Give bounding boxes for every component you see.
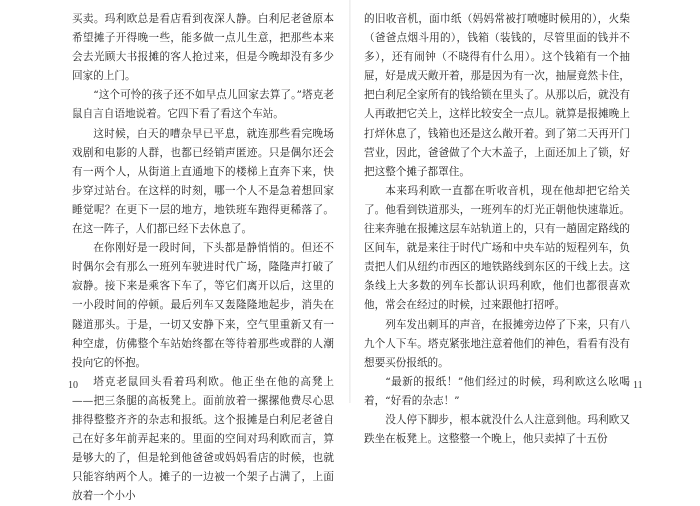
paragraph: 塔克老鼠回头看着玛利欧。他正坐在他的高凳上——把三条腿的高板凳上。面前放着一摞摞他费尽心思排得整整齐齐的杂志和报纸。这个报摊是白利尼老爸自己在好多年前弄起来的。里面的空间对玛利欧而言，算是够大的了，但是轮到他爸爸或妈妈看店的时候，也就只能容纳两个人。摊子的一边被一个架子占满了，上面放着一个小小 bbox=[72, 375, 334, 503]
paragraph: “这个可怜的孩子还不如早点儿回家去算了。”塔克老鼠自言自语地说着。它四下看了看这个车站。 bbox=[72, 89, 334, 121]
page-number-left: 10 bbox=[68, 380, 78, 391]
right-page bbox=[350, 0, 700, 446]
right-page-text bbox=[364, 10, 630, 449]
paragraph: 这时候，白天的嘈杂早已平息，就连那些看完晚场戏剧和电影的人群，也都已经销声匿迹。只是偶尔还会有一两个人，从街道上直通地下的楼梯上直奔下来，快步穿过站台。在这样的时刻，哪一个人不是急着想回家睡觉呢？在更下一层的地方，地铁班车跑得更稀落了。在这一阵子，人们都已经下去休息了。 bbox=[72, 127, 334, 236]
paragraph: 没人停下脚步，根本就没什么人注意到他。玛利欧又跌坐在板凳上。这整整一个晚上，他只卖掉了十五份 bbox=[364, 413, 630, 446]
paragraph: 列车发出刺耳的声音，在报摊旁边停了下来，只有八九个人下车。塔克紧张地注意着他们的神色，看看有没有想要买份报纸的。 bbox=[364, 318, 630, 369]
paragraph: “最新的报纸！”他们经过的时候，玛利欧这么吆喝着，“好看的杂志！” bbox=[364, 375, 630, 407]
paragraph: 在你刚好是一段时间，下头都是静悄悄的。但还不时偶尔会有那么一班列车驶进时代广场，隆隆声打破了寂静。接下来是乘客下车了，等它们离开以后，这里的一小段时间的停顿。最后列车又轰隆隆地起步，消失在隧道那头。于是，一切又安静下来，空气里重新又有一种空虚，仿佛整个车站始终都在等待着那些或群的人潮投向它的怀抱。 bbox=[72, 242, 334, 369]
left-page bbox=[0, 0, 350, 503]
paragraph: 本来玛利欧一直都在听收音机，现在他却把它给关了。他看到铁道那头，一班列车的灯光正朝他快速靠近。往来奔驰在报摊这层车站轨道上的，只有一趟固定路线的区间车，就是来往于时代广场和中央车站的短程列车，负责把人们从纽约市西区的地铁路线到东区的干线上去。这条线上大多数的列车长都认识玛利欧，他们也都很喜欢他，常会在经过的时候，过来跟他打招呼。 bbox=[364, 184, 630, 312]
paragraph: 的旧收音机，面巾纸（妈妈常被打喷嚏时候用的），火柴（爸爸点烟斗用的），钱箱（装钱的，尽管里面的钱并不多），还有闹钟（不晓得有什么用）。这个钱箱有一个抽屉，好是成天敞开着，那是因为有一次，抽屉竟然卡住，把白利尼全家所有的钱给锁在里头了。从那以后，就没有人再敢把它关上，这样比较安全一点儿。就算是报摊晚上打烊休息了，钱箱也还是这么敞开着。到了第二天再开门营业，因此，爸爸做了个大木盖子，上面还加上了锁，好把这整个摊子都罩住。 bbox=[364, 13, 630, 178]
page-number-right: 11 bbox=[633, 380, 643, 391]
left-page-text bbox=[72, 10, 334, 506]
paragraph: 买卖。玛利欧总是看店看到夜深人静。白利尼老爸原本希望摊子开得晚一些，能多做一点儿生意，把那些本来会去光顾大书报摊的客人抢过来，但是今晚却没有多少回家的上门。 bbox=[72, 13, 334, 83]
